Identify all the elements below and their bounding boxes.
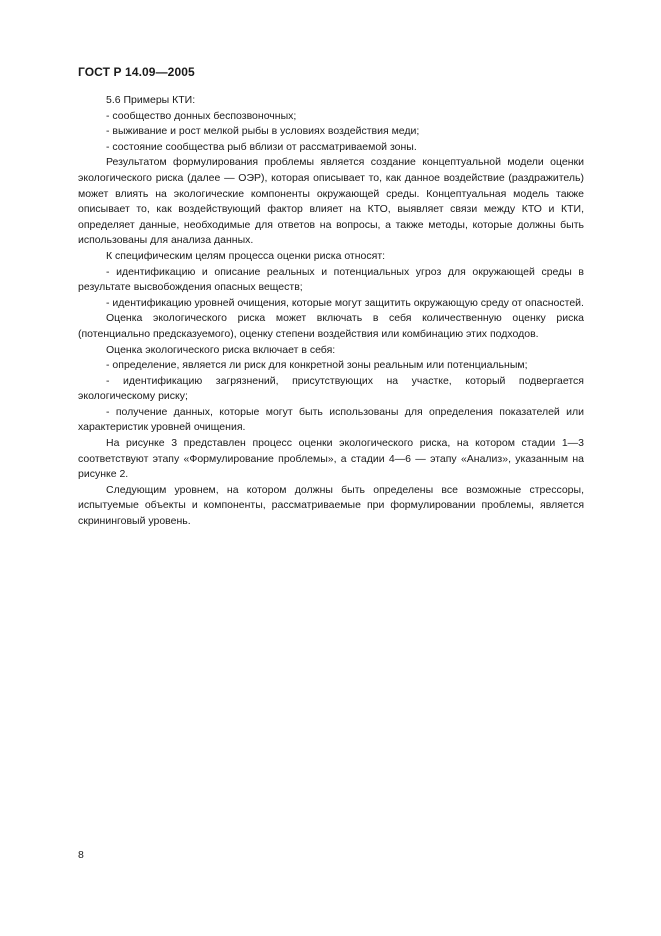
body-paragraph: Следующим уровнем, на котором должны быть определены все возможные стрессоры, испытуемые объекты и компоненты, рассматриваемые при формулировании проблемы, является скрининговый уровень.: [78, 483, 584, 528]
body-paragraph: Оценка экологического риска включает в себя:: [106, 343, 336, 356]
body-paragraph: К специфическим целям процесса оценки риска относят:: [106, 249, 386, 262]
list-item: - идентификацию и описание реальных и потенциальных угроз для окружающей среды в результате высвобождения опасных веществ;: [78, 265, 584, 294]
body-paragraph: На рисунке 3 представлен процесс оценки экологического риска, на котором стадии 1—3 соответствуют этапу «Формулирование проблемы», а стадии 4—6 — этапу «Анализ», указанным на рисунке 2.: [78, 437, 584, 481]
body-paragraph: Результатом формулирования проблемы является создание концептуальной модели оценки экологического риска (далее — ОЭР), которая описывает то, как данное воздействие (раздражитель) может влиять на экологические компоненты окружающей среды. Концептуальная модель также описывает то, как воздействующий фактор влияет на КТО, выявляет связи между КТО и КТИ, определяет данные, необходимые для ответов на вопросы, а также методы, которые должны быть использованы для анализа данных.: [78, 156, 584, 247]
document-body: [78, 93, 584, 530]
document-header: ГОСТ Р 14.09—2005: [78, 65, 195, 79]
list-item: - определение, является ли риск для конкретной зоны реальным или потенциальным;: [106, 359, 528, 372]
body-paragraph: Оценка экологического риска может включать в себя количественную оценку риска (потенциально предсказуемого), оценку степени воздействия или комбинацию этих подходов.: [78, 312, 584, 340]
page-number: 8: [78, 849, 84, 861]
list-item: - выживание и рост мелкой рыбы в условиях воздействия меди;: [106, 125, 420, 138]
list-item: - идентификацию уровней очищения, которые могут защитить окружающую среду от опасностей.: [106, 296, 584, 309]
section-heading-5-6: 5.6 Примеры КТИ:: [106, 94, 196, 106]
list-item: - сообщество донных беспозвоночных;: [106, 109, 297, 122]
list-item: - получение данных, которые могут быть использованы для определения показателей или характеристик уровней очищения.: [78, 405, 584, 434]
list-item: - идентификацию загрязнений, присутствующих на участке, который подвергается экологическому риску;: [78, 374, 584, 403]
list-item: - состояние сообщества рыб вблизи от рассматриваемой зоны.: [106, 140, 417, 153]
